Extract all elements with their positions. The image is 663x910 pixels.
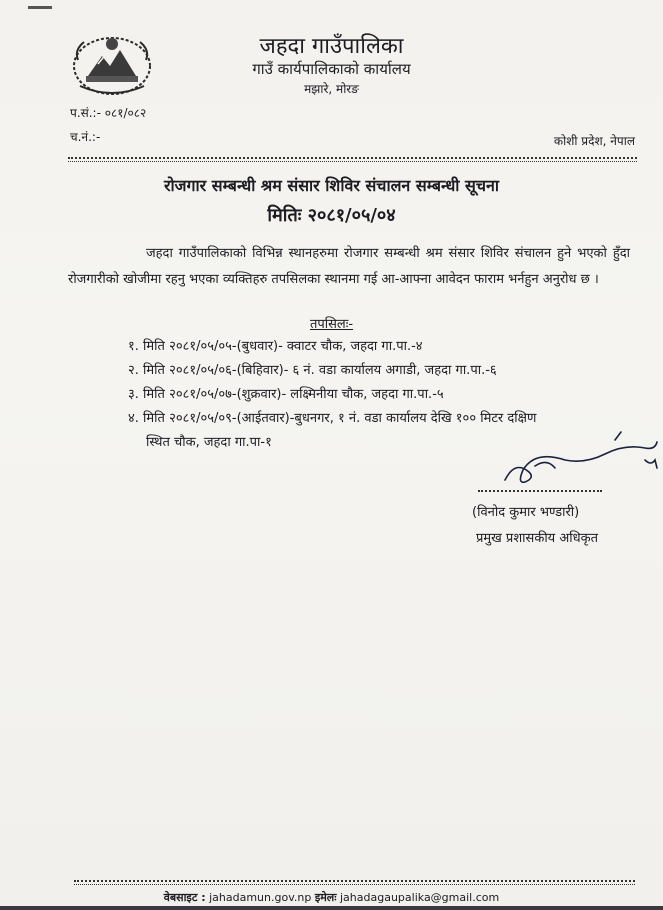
schedule-item-text: १. मिति २०८१/०५/०५-(बुधवार)- क्वाटर चौक, जहदा गा.पा.-४ [128,339,423,354]
page-bottom-edge [0,906,663,910]
letter-number: प.सं.:- ०८१/०८२ [70,106,147,120]
signatory-name: (विनोद कुमार भण्डारी) [472,505,580,520]
website-link[interactable]: jahadamun.gov.np [209,891,312,904]
website-label: वेबसाइट : [163,891,206,904]
scan-mark [28,6,52,9]
office-name: जहदा गाउँपालिका [259,34,404,59]
schedule-item-text: ४. मिति २०८१/०५/०९-(आईतवार)-बुधनगर, १ नं. वडा कार्यालय देखि १०० मिटर दक्षिण [128,411,537,426]
schedule-heading: तपसिलः- [309,317,354,332]
notice-body: जहदा गाउँपालिकाको विभिन्न स्थानहरुमा रोजगार सम्बन्धी श्रम संसार शिविर संचालन हुने भएको हुँदा रोजगारीको खोजीमा रहनु भएका व्यक्तिहरु तपसिलका स्थानमा गई आ-आफ्ना आवेदन फाराम भर्नहुन अनुरोध छ । [68,246,630,287]
notice-subject: रोजगार सम्बन्धी श्रम संसार शिविर संचालन सम्बन्धी सूचना [163,176,500,195]
province-label: कोशी प्रदेश, नेपाल [553,134,635,148]
footer-contact [0,890,663,905]
schedule-item-continuation-text: स्थित चौक, जहदा गा.पा-१ [146,435,272,450]
schedule-item-text: ३. मिति २०८१/०५/०७-(शुक्रवार)- लक्ष्मिनीया चौक, जहदा गा.पा.-५ [128,387,444,402]
header-divider [68,157,637,159]
schedule-item-text: २. मिति २०८१/०५/०६-(बिहिवार)- ६ नं. वडा कार्यालय अगाडी, जहदा गा.पा.-६ [128,363,497,378]
office-subtitle: गाउँ कार्यपालिकाको कार्यालय [252,60,411,78]
office-address: मझारे, मोरङ [304,82,359,96]
notice-date: मितिः २०८१/०५/०४ [267,205,396,226]
footer-divider-secondary [74,884,635,885]
email-label: इमेलः [314,891,337,904]
schedule-item [128,383,638,407]
signature-line [478,490,602,492]
header-divider-secondary [68,161,637,162]
footer-divider [74,880,635,882]
schedule-item [128,335,638,359]
dispatch-number: च.नं.:- [70,130,101,144]
signatory-post: प्रमुख प्रशासकीय अधिकृत [476,531,599,546]
email-link[interactable]: jahadagaupalika@gmail.com [340,891,500,904]
signature-image [495,420,663,495]
schedule-item [128,359,638,383]
